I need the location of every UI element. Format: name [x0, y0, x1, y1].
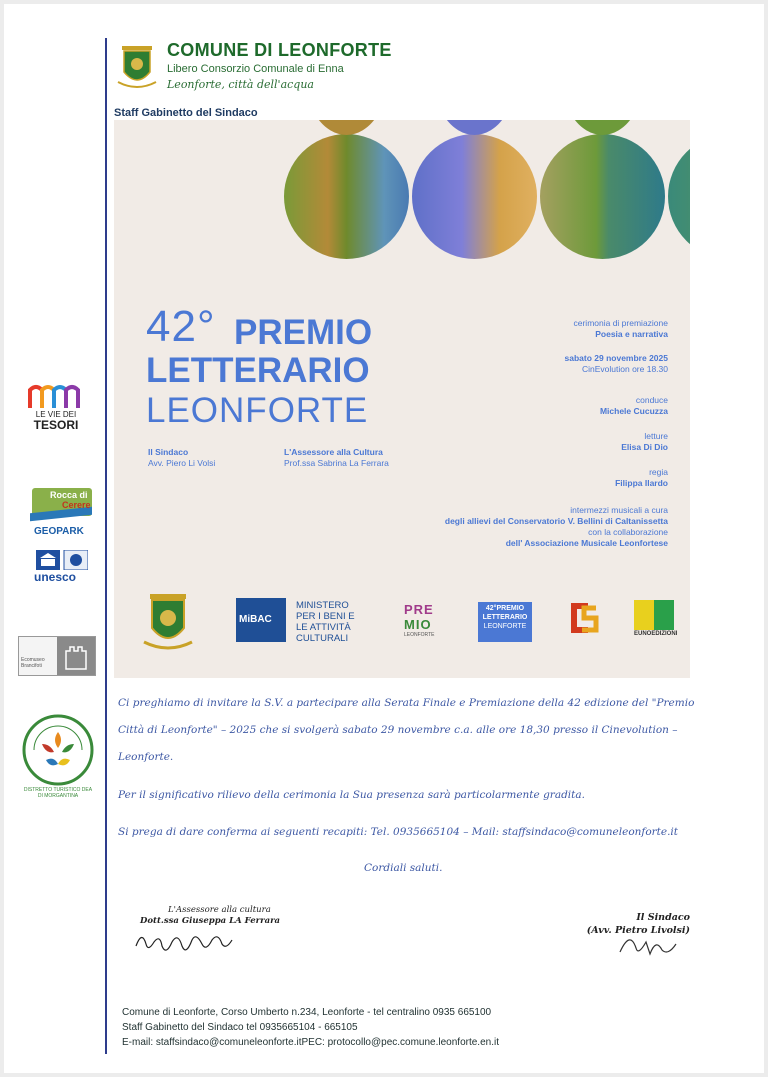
- poster-letture: letture Elisa Di Dio: [621, 431, 668, 452]
- ecomuseo-logo: [18, 636, 96, 676]
- castle-icon: [63, 641, 89, 671]
- premio-logo: PRE MIO LEONFORTE: [404, 602, 435, 638]
- assessore-signature-icon: [132, 926, 236, 960]
- poster-date: sabato 29 novembre 2025 CinEvolution ore 18.30: [564, 353, 668, 374]
- poster-title-premio: PREMIO: [234, 313, 373, 352]
- photo-circle: [284, 134, 409, 259]
- mibac-logo: [236, 598, 286, 642]
- unesco-temple-icon: [36, 550, 88, 570]
- sindaco-signature-icon: [616, 928, 686, 958]
- municipality-title: COMUNE DI LEONFORTE: [167, 40, 392, 60]
- letter-closing: Cordiali saluti.: [364, 862, 443, 874]
- margin-line: [105, 38, 107, 1054]
- euno-label: EUNOEDIZIONI: [634, 631, 678, 637]
- letter-paragraph-3: Si prega di dare conferma ai seguenti recapiti: Tel. 0935665104 – Mail: staffsindaco@comuneleonforte.it: [118, 826, 679, 838]
- crest-icon: [114, 42, 160, 92]
- mibac-short-label: MiBAC: [239, 614, 272, 625]
- edition-number: 42°: [146, 302, 216, 351]
- letter-paragraph-1: Ci preghiamo di invitare la S.V. a partecipare alla Serata Finale e Premiazione della 42 edizione del "Premio Città di Leonforte" – 2025 che si svolgerà sabato 29 novembre c.a. alle ore 18,30 presso il Cinevolution – Leonforte.: [118, 697, 695, 763]
- premio-badge: 42°PREMIO LETTERARIO LEONFORTE: [478, 602, 532, 642]
- poster-sindaco: Il Sindaco Avv. Piero Li Volsi: [148, 447, 216, 468]
- photo-circle: [412, 134, 537, 259]
- ecomuseo-label: Ecomuseo Brancifoti: [21, 657, 45, 669]
- rocca-label: Rocca di: [50, 490, 88, 500]
- office-label: Staff Gabinetto del Sindaco: [114, 107, 258, 119]
- poster-music: intermezzi musicali a cura degli allievi del Conservatorio V. Bellini di Caltanissetta con la collaborazione dell' Associazione Musicale Leonfortese: [444, 505, 668, 548]
- comune-crest-icon: [138, 590, 198, 656]
- poster-assessore: L'Assessore alla Cultura Prof.ssa Sabrina La Ferrara: [284, 447, 389, 468]
- poster-title-leonforte: LEONFORTE: [146, 391, 369, 430]
- vie-dei-tesori-logo-icon: [28, 384, 84, 410]
- mibac-text: MINISTERO PER I BENI E LE ATTIVITÀ CULTURALI: [296, 600, 355, 644]
- cerere-label: Cerere: [62, 500, 91, 510]
- photo-circle-top: [432, 120, 517, 135]
- footer-address: Comune di Leonforte, Corso Umberto n.234, Leonforte - tel centralino 0935 665100 Staff Gabinetto del Sindaco tel 0935665104 - 665105 E-mail: staffsindaco@comuneleonforte.itPEC: protocollo@pec.comune.leonforte.en.it: [122, 1007, 499, 1048]
- assessore-name: Dott.ssa Giuseppa LA Ferrara: [140, 916, 281, 926]
- assessore-role: L'Assessore alla cultura: [168, 905, 271, 915]
- rocca-di-cerere-logo: [22, 488, 94, 524]
- distretto-label: DISTRETTO TURISTICO DEA DI MORGANTINA: [23, 787, 93, 799]
- photo-circle: [668, 134, 690, 259]
- poster-ceremony: cerimonia di premiazione Poesia e narrativa: [573, 318, 668, 339]
- poster-regia: regia Filippa Ilardo: [615, 467, 668, 488]
- sindaco-role: Il Sindaco: [636, 912, 690, 923]
- cs-logo-icon: [566, 600, 602, 638]
- poster-conduce: conduce Michele Cucuzza: [599, 395, 668, 416]
- euno-logo: [634, 600, 676, 640]
- photo-circle: [540, 134, 665, 259]
- letter-page: [4, 4, 764, 1073]
- municipality-subtitle: Libero Consorzio Comunale di Enna: [167, 63, 344, 75]
- letter-paragraph-2: Per il significativo rilievo della cerimonia la Sua presenza sarà particolarmente gradita.: [118, 789, 585, 801]
- geopark-label: GEOPARK: [34, 526, 84, 537]
- municipality-motto: Leonforte, città dell'acqua: [167, 78, 314, 91]
- poster-title-letterario: LETTERARIO: [146, 351, 370, 390]
- vie-dei-tesori-label: LE VIE DEI TESORI: [33, 410, 79, 432]
- photo-circle-top: [560, 120, 645, 135]
- distretto-turistico-logo-icon: [22, 714, 94, 786]
- sindaco-name: (Avv. Pietro Livolsi): [586, 925, 690, 936]
- unesco-label: unesco: [34, 570, 77, 584]
- event-poster: [114, 120, 690, 678]
- photo-circle-top: [304, 120, 389, 135]
